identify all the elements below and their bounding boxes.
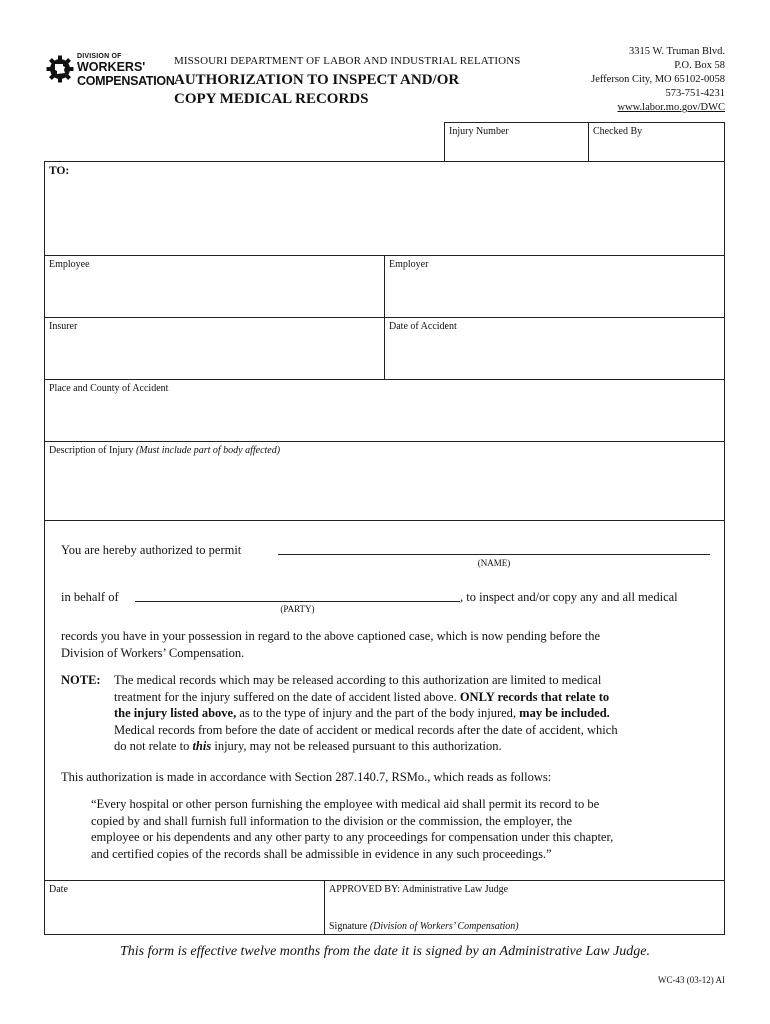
signature-label bbox=[329, 921, 519, 932]
logo-line-2: WORKERS' bbox=[77, 60, 146, 74]
behalf-text: in behalf of bbox=[61, 590, 119, 604]
place-county-label: Place and County of Accident bbox=[49, 383, 169, 394]
note-label: NOTE: bbox=[61, 673, 101, 687]
note-line-5 bbox=[114, 738, 714, 755]
note-line-5-emphasis: this bbox=[192, 739, 212, 753]
approval-field[interactable] bbox=[324, 880, 725, 935]
injury-number-field[interactable] bbox=[444, 122, 589, 162]
form-title bbox=[174, 71, 459, 109]
note-line-3 bbox=[114, 705, 714, 722]
description-note: (Must include part of body affected) bbox=[135, 445, 281, 456]
place-county-field[interactable] bbox=[44, 379, 725, 442]
date-label: Date bbox=[49, 884, 68, 895]
note-line-5-end: injury, may not be released pursuant to this authorization. bbox=[211, 739, 502, 753]
address-phone: 573-751-4231 bbox=[665, 88, 725, 99]
note-line-2-text: treatment for the injury suffered on the date of accident listed above. bbox=[114, 689, 460, 704]
logo-line-1: DIVISION OF bbox=[77, 53, 122, 60]
insurer-label: Insurer bbox=[49, 321, 78, 332]
form-title-line-2: COPY MEDICAL RECORDS bbox=[174, 91, 369, 107]
to-label: TO: bbox=[49, 165, 70, 177]
employee-label: Employee bbox=[49, 259, 90, 270]
statute-intro: This authorization is made in accordance with Section 287.140.7, RSMo., which reads as follows: bbox=[61, 770, 552, 784]
gear-state-seal-icon bbox=[46, 55, 74, 83]
note-line-5-text: do not relate to bbox=[114, 739, 193, 753]
party-caption: (PARTY) bbox=[280, 604, 315, 614]
logo-wordmark bbox=[77, 53, 175, 87]
division-line: Division of Workers’ Compensation. bbox=[61, 645, 245, 660]
to-field[interactable] bbox=[44, 161, 725, 256]
logo-line-3: COMPENSATION bbox=[77, 73, 175, 88]
inspect-text: , to inspect and/or copy any and all medical bbox=[460, 590, 678, 604]
name-caption: (NAME) bbox=[477, 558, 511, 568]
name-line[interactable] bbox=[278, 554, 710, 555]
approved-by-label: APPROVED BY: Administrative Law Judge bbox=[329, 884, 509, 895]
permit-text: You are hereby authorized to permit bbox=[61, 543, 242, 557]
note-line-1: The medical records which may be released according to this authorization are limited to medical bbox=[114, 673, 602, 687]
records-line: records you have in your possession in regard to the above captioned case, which is now pending before the bbox=[61, 629, 601, 643]
party-line[interactable] bbox=[135, 601, 460, 602]
injury-number-label: Injury Number bbox=[449, 126, 509, 137]
description-field[interactable] bbox=[44, 441, 725, 521]
quote-line-1: “Every hospital or other person furnishing the employee with medical aid shall permit its record to be bbox=[91, 797, 600, 811]
dwc-logo bbox=[46, 53, 175, 88]
employer-field[interactable] bbox=[384, 255, 725, 318]
form-code: WC-43 (03-12) AI bbox=[658, 975, 725, 985]
signature-label-text: Signature bbox=[329, 921, 368, 932]
checked-by-label: Checked By bbox=[593, 126, 643, 137]
note-text bbox=[114, 672, 714, 755]
signature-note: (Division of Workers’ Compensation) bbox=[369, 921, 519, 932]
employer-label: Employer bbox=[389, 259, 429, 270]
insurer-field[interactable] bbox=[44, 317, 385, 380]
address-street: 3315 W. Truman Blvd. bbox=[629, 46, 725, 57]
quote-line-4: and certified copies of the records shall be admissible in evidence in any such proceedings.” bbox=[91, 846, 552, 861]
quote-line-3: employee or his dependents and any other party to any proceedings for compensation under this chapter, bbox=[91, 830, 614, 844]
address-city: Jefferson City, MO 65102-0058 bbox=[591, 74, 725, 85]
note-line-3-bold-end: may be included. bbox=[519, 706, 610, 720]
date-field[interactable] bbox=[44, 880, 325, 935]
note-line-4: Medical records from before the date of accident or medical records after the date of accident, which bbox=[114, 722, 618, 737]
form-title-line-1: AUTHORIZATION TO INSPECT AND/OR bbox=[174, 72, 460, 88]
address-po-box: P.O. Box 58 bbox=[674, 60, 725, 71]
description-label bbox=[49, 445, 280, 456]
effective-note: This form is effective twelve months from the date it is signed by an Administrative Law Judge. bbox=[120, 944, 650, 959]
department-name: MISSOURI DEPARTMENT OF LABOR AND INDUSTRIAL RELATIONS bbox=[174, 55, 521, 67]
note-line-3-text: as to the type of injury and the part of the body injured, bbox=[236, 706, 520, 720]
checked-by-field[interactable] bbox=[588, 122, 725, 162]
description-label-text: Description of Injury bbox=[49, 445, 134, 456]
employee-field[interactable] bbox=[44, 255, 385, 318]
quote-line-2: copied by and shall furnish full information to the division or the commission, the employer, the bbox=[91, 813, 573, 828]
website-link[interactable]: www.labor.mo.gov/DWC bbox=[617, 102, 725, 113]
statute-quote bbox=[91, 796, 613, 862]
date-of-accident-field[interactable] bbox=[384, 317, 725, 380]
agency-address bbox=[505, 45, 725, 115]
note-line-2 bbox=[114, 689, 714, 706]
note-line-2-bold: ONLY records that relate to bbox=[459, 689, 610, 704]
date-of-accident-label: Date of Accident bbox=[389, 321, 457, 332]
note-line-3-bold: the injury listed above, bbox=[114, 706, 237, 720]
records-text bbox=[61, 628, 600, 661]
